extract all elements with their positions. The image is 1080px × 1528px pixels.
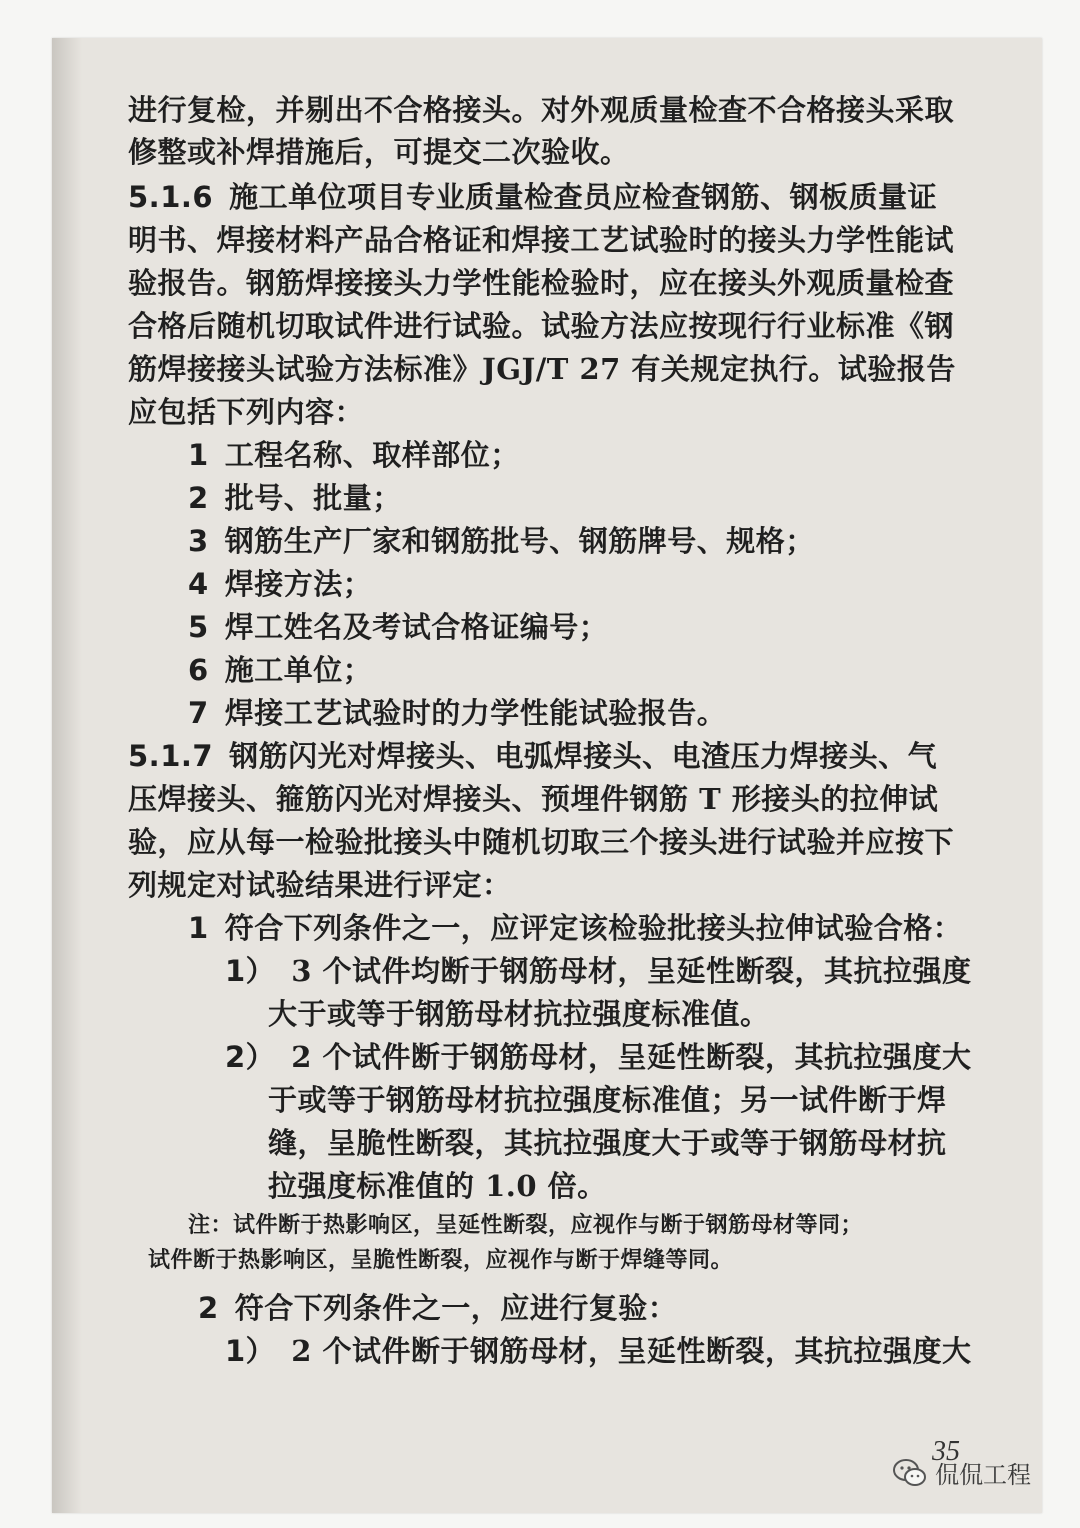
clause-number: 4 xyxy=(188,567,209,601)
line-text: 试件断于热影响区，呈脆性断裂，应视作与断于焊缝等同。 xyxy=(148,1247,734,1273)
line-text: 于或等于钢筋母材抗拉强度标准值；另一试件断于焊 xyxy=(268,1083,947,1117)
clause-number: 6 xyxy=(188,653,209,687)
line-text: 焊工姓名及考试合格证编号； xyxy=(224,610,609,644)
line-text: 施工单位项目专业质量检查员应检查钢筋、钢板质量证 xyxy=(229,180,938,214)
line-text: 符合下列条件之一，应进行复验： xyxy=(234,1291,678,1325)
line-text: 2 个试件断于钢筋母材，呈延性断裂，其抗拉强度大 xyxy=(291,1334,972,1368)
text-line xyxy=(128,132,630,172)
book-page xyxy=(52,38,1042,1513)
line-text: 焊接工艺试验时的力学性能试验报告。 xyxy=(224,696,727,730)
line-text: 施工单位； xyxy=(224,653,373,687)
text-line xyxy=(188,521,815,561)
clause-number: 2 xyxy=(188,481,209,515)
text-line xyxy=(128,392,364,432)
line-text: 筋焊接接头试验方法标准》JGJ/T 27 有关规定执行。试验报告 xyxy=(128,352,956,386)
watermark-text: 侃侃工程 xyxy=(935,1461,1031,1489)
text-line xyxy=(128,177,937,217)
clause-number: 3 xyxy=(188,524,209,558)
line-text: 拉强度标准值的 1.0 倍。 xyxy=(268,1169,607,1203)
line-text: 验报告。钢筋焊接接头力学性能检验时，应在接头外观质量检查 xyxy=(128,266,955,300)
clause-number: 1 xyxy=(188,438,209,472)
line-text: 进行复检，并剔出不合格接头。对外观质量检查不合格接头采取 xyxy=(128,93,955,127)
text-line xyxy=(268,1123,947,1163)
line-text: 钢筋生产厂家和钢筋批号、钢筋牌号、规格； xyxy=(224,524,815,558)
page-number: 35 xyxy=(932,1436,960,1467)
text-line xyxy=(188,478,402,518)
text-line xyxy=(268,994,770,1034)
line-text: 修整或补焊措施后，可提交二次验收。 xyxy=(128,135,630,169)
line-text: 应包括下列内容： xyxy=(128,395,365,429)
note-line xyxy=(148,1245,733,1275)
text-line xyxy=(225,1037,971,1077)
text-line xyxy=(128,90,954,130)
text-line xyxy=(128,349,956,389)
line-text: 列规定对试验结果进行评定： xyxy=(128,868,512,902)
line-text: 大于或等于钢筋母材抗拉强度标准值。 xyxy=(268,997,770,1031)
text-line xyxy=(128,865,512,905)
text-line xyxy=(128,220,954,260)
clause-number: 1 xyxy=(188,911,209,945)
text-line xyxy=(198,1288,677,1328)
line-text: 符合下列条件之一，应评定该检验批接头拉伸试验合格： xyxy=(224,911,963,945)
watermark xyxy=(893,1455,1031,1490)
clause-number: 2） xyxy=(225,1040,276,1074)
text-line xyxy=(128,822,954,862)
clause-number: 5 xyxy=(188,610,209,644)
line-text: 注：试件断于热影响区，呈延性断裂，应视作与断于钢筋母材等同； xyxy=(188,1212,864,1238)
clause-number: 1） xyxy=(225,954,276,988)
line-text: 工程名称、取样部位； xyxy=(224,438,520,472)
note-line xyxy=(188,1210,863,1240)
text-line xyxy=(188,607,608,647)
clause-number: 7 xyxy=(188,696,209,730)
text-line xyxy=(188,435,520,475)
clause-number: 5.1.7 xyxy=(128,739,214,773)
line-text: 明书、焊接材料产品合格证和焊接工艺试验时的接头力学性能试 xyxy=(128,223,955,257)
clause-number: 1） xyxy=(225,1334,276,1368)
text-line xyxy=(188,908,962,948)
clause-number: 5.1.6 xyxy=(128,180,214,214)
line-text: 2 个试件断于钢筋母材，呈延性断裂，其抗拉强度大 xyxy=(291,1040,972,1074)
clause-number: 2 xyxy=(198,1291,219,1325)
line-text: 批号、批量； xyxy=(224,481,402,515)
line-text: 钢筋闪光对焊接头、电弧焊接头、电渣压力焊接头、气 xyxy=(229,739,938,773)
text-line xyxy=(188,650,372,690)
line-text: 合格后随机切取试件进行试验。试验方法应按现行行业标准《钢 xyxy=(128,309,955,343)
text-line xyxy=(128,306,954,346)
line-text: 压焊接头、箍筋闪光对焊接头、预埋件钢筋 T 形接头的拉伸试 xyxy=(128,782,939,816)
text-line xyxy=(225,1331,971,1371)
line-text: 焊接方法； xyxy=(224,567,373,601)
line-text: 3 个试件均断于钢筋母材，呈延性断裂，其抗拉强度 xyxy=(291,954,972,988)
wechat-icon xyxy=(893,1458,927,1488)
text-line xyxy=(268,1080,947,1120)
text-line xyxy=(128,779,938,819)
text-line xyxy=(128,736,937,776)
text-line xyxy=(225,951,971,991)
text-line xyxy=(268,1166,607,1206)
text-line xyxy=(188,564,372,604)
text-line xyxy=(128,263,954,303)
line-text: 缝，呈脆性断裂，其抗拉强度大于或等于钢筋母材抗 xyxy=(268,1126,947,1160)
line-text: 验，应从每一检验批接头中随机切取三个接头进行试验并应按下 xyxy=(128,825,955,859)
text-line xyxy=(188,693,726,733)
